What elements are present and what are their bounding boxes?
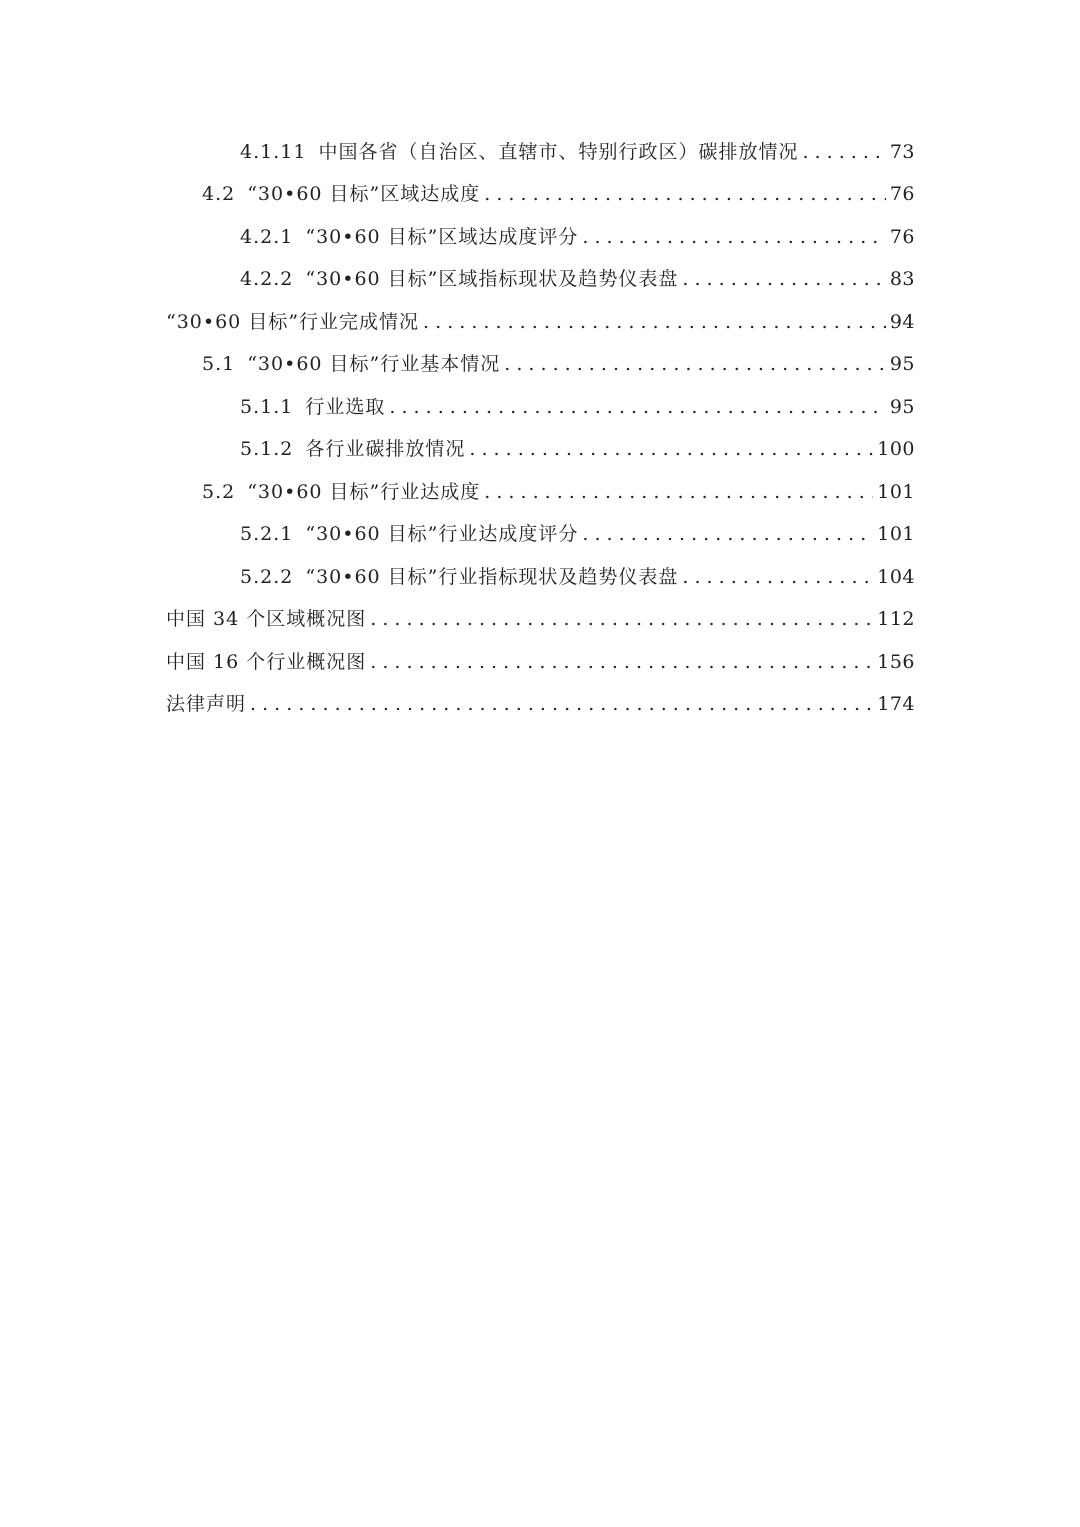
toc-entry-number: 5.2.1 (240, 523, 294, 545)
toc-entry-page: 73 (889, 141, 915, 163)
toc-entry-4-2[interactable] (202, 173, 915, 215)
toc-entry-page: 95 (889, 396, 915, 418)
toc-dot-leader (469, 428, 873, 470)
toc-entry-5-1-1[interactable] (240, 386, 915, 428)
toc-entry-4-2-2[interactable] (240, 258, 915, 300)
toc-entry-5-1-2[interactable] (240, 428, 915, 470)
toc-entry-title: “30•60 目标”行业基本情况 (247, 353, 501, 375)
toc-entry-legal-statement[interactable] (166, 683, 915, 725)
toc-entry-page: 112 (877, 608, 915, 630)
toc-entry-title: “30•60 目标”区域达成度评分 (305, 226, 579, 248)
toc-dot-leader (504, 343, 886, 385)
toc-entry-title: “30•60 目标”区域指标现状及趋势仪表盘 (305, 268, 679, 290)
toc-entry-4-2-1[interactable] (240, 216, 915, 258)
toc-entry-page: 100 (877, 438, 915, 460)
toc-entry-5-1[interactable] (202, 343, 915, 385)
toc-entry-title: “30•60 目标”行业指标现状及趋势仪表盘 (305, 566, 679, 588)
toc-entry-5-2-1[interactable] (240, 513, 915, 555)
toc-entry-title: 行业选取 (305, 396, 386, 418)
toc-entry-page: 174 (877, 693, 915, 715)
toc-entry-number: 5.2 (202, 481, 236, 503)
toc-entry-page: 76 (889, 226, 915, 248)
toc-entry-title: “30•60 目标”行业达成度评分 (305, 523, 579, 545)
toc-entry-page: 95 (889, 353, 915, 375)
toc-dot-leader (250, 683, 873, 725)
toc-entry-page: 101 (877, 523, 915, 545)
toc-dot-leader (370, 598, 873, 640)
toc-dot-leader (484, 471, 873, 513)
toc-dot-leader (802, 131, 885, 173)
toc-entry-title: 各行业碳排放情况 (305, 438, 466, 460)
toc-entry-number: 5.1.1 (240, 396, 294, 418)
toc-entry-title: 中国各省（自治区、直辖市、特别行政区）碳排放情况 (318, 141, 799, 163)
toc-entry-page: 76 (889, 183, 915, 205)
toc-entry-title: “30•60 目标”行业达成度 (247, 481, 481, 503)
toc-entry-title: “30•60 目标”行业完成情况 (166, 311, 420, 333)
toc-entry-title: 中国 16 个行业概况图 (166, 651, 367, 673)
toc-entry-number: 5.1 (202, 353, 236, 375)
toc-entry-title: 法律声明 (166, 693, 247, 715)
toc-dot-leader (582, 513, 873, 555)
toc-dot-leader (423, 301, 886, 343)
toc-entry-number: 4.2.1 (240, 226, 294, 248)
toc-entry-number: 5.1.2 (240, 438, 294, 460)
toc-entry-industries-overview[interactable] (166, 641, 915, 683)
toc-entry-industry-completion[interactable] (166, 301, 915, 343)
toc-dot-leader (682, 258, 885, 300)
toc-entry-title: “30•60 目标”区域达成度 (247, 183, 481, 205)
toc-dot-leader (682, 556, 873, 598)
toc-dot-leader (389, 386, 885, 428)
toc-dot-leader (484, 173, 886, 215)
toc-entry-number: 4.2 (202, 183, 236, 205)
toc-entry-number: 5.2.2 (240, 566, 294, 588)
toc-dot-leader (370, 641, 873, 683)
toc-entry-4-1-11[interactable] (240, 131, 915, 173)
toc-entry-number: 4.2.2 (240, 268, 294, 290)
toc-entry-page: 94 (889, 311, 915, 333)
toc-entry-regions-overview[interactable] (166, 598, 915, 640)
toc-entry-page: 156 (877, 651, 915, 673)
toc-entry-number: 4.1.11 (240, 141, 307, 163)
toc-entry-page: 83 (889, 268, 915, 290)
toc-entry-5-2-2[interactable] (240, 556, 915, 598)
toc-entry-5-2[interactable] (202, 471, 915, 513)
toc-entry-page: 104 (877, 566, 915, 588)
toc-entry-title: 中国 34 个区域概况图 (166, 608, 367, 630)
toc-entry-page: 101 (877, 481, 915, 503)
toc-dot-leader (582, 216, 885, 258)
